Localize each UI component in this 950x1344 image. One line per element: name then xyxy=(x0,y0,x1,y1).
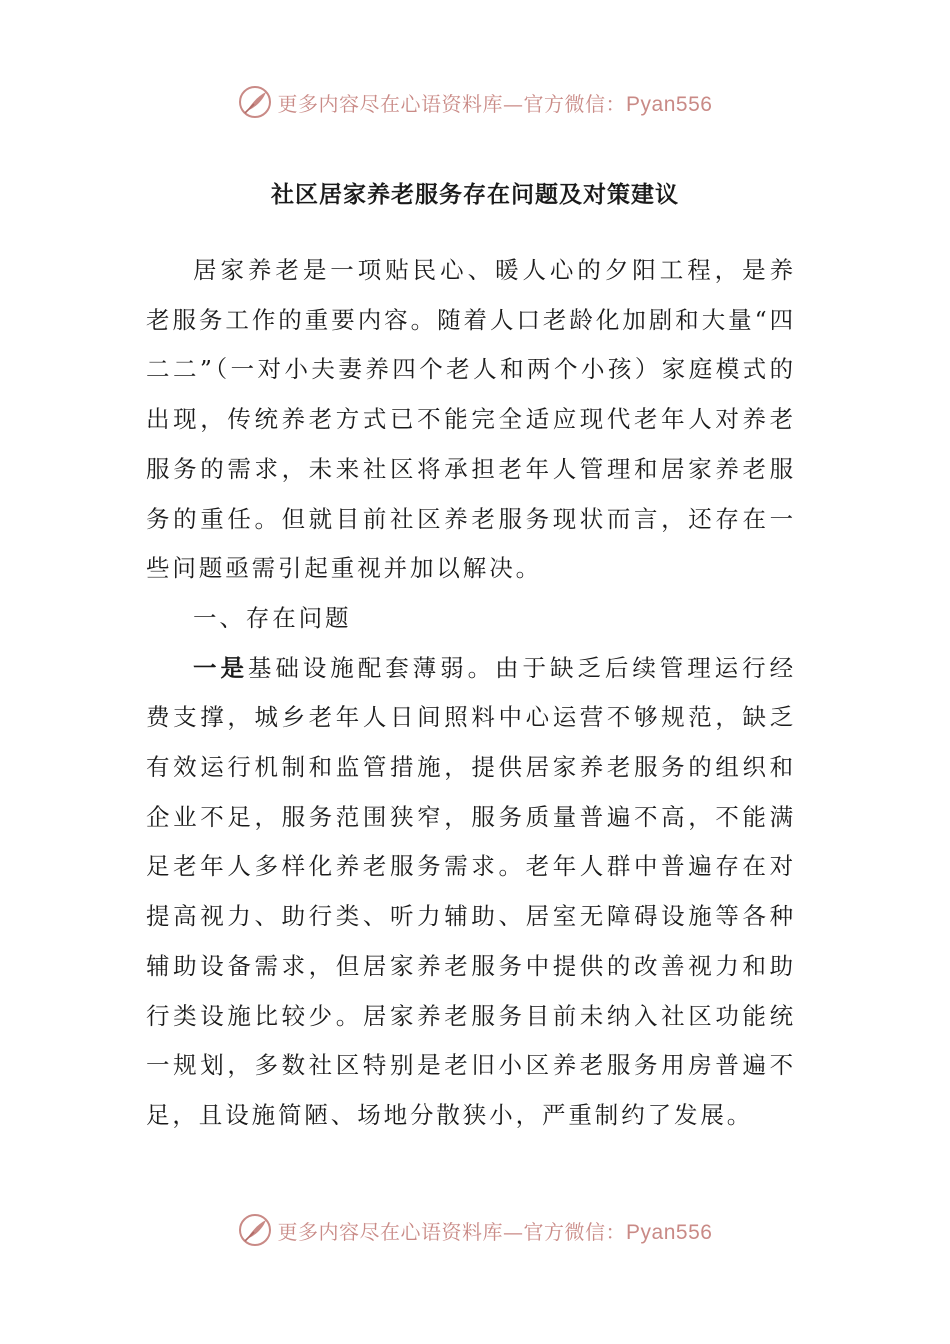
footer-watermark-banner xyxy=(0,1208,950,1252)
feather-pen-logo-icon xyxy=(238,1213,272,1247)
section-heading-problems: 一、存在问题 xyxy=(193,603,352,632)
footer-watermark-group xyxy=(238,1213,713,1247)
point-1-lead: 一是 xyxy=(193,653,248,682)
header-watermark-banner xyxy=(0,80,950,124)
intro-paragraph: 居家养老是一项贴民心、暖人心的夕阳工程，是养老服务工作的重要内容。随着人口老龄化加剧和大量“四二二”（一对小夫妻养四个老人和两个小孩）家庭模式的出现，传统养老方式已不能完全适应现代老年人对养老服务的需求，未来社区将承担老年人管理和居家养老服务的重任。但就目前社区养老服务现状而言，还存在一些问题亟需引起重视并加以解决。 xyxy=(146,256,796,583)
footer-watermark-text: 更多内容尽在心语资料库—官方微信：Pyan556 xyxy=(277,1219,713,1244)
document-title: 社区居家养老服务存在问题及对策建议 xyxy=(271,182,679,208)
point-1-body: 基础设施配套薄弱。由于缺乏后续管理运行经费支撑，城乡老年人日间照料中心运营不够规范，缺乏有效运行机制和监管措施，提供居家养老服务的组织和企业不足，服务范围狭窄，服务质量普遍不高，不能满足老年人多样化养老服务需求。老年人群中普遍存在对提高视力、助行类、听力辅助、居室无障碍设施等各种辅助设备需求，但居家养老服务中提供的改善视力和助行类设施比较少。居家养老服务目前未纳入社区功能统一规划，多数社区特别是老旧小区养老服务用房普遍不足，且设施简陋、场地分散狭小，严重制约了发展。 xyxy=(146,653,796,1129)
problem-point-1 xyxy=(146,644,796,1141)
feather-pen-logo-icon xyxy=(238,85,272,119)
footer-wechat-id: Pyan556 xyxy=(626,1220,713,1244)
header-watermark-group xyxy=(238,85,713,119)
header-wechat-id: Pyan556 xyxy=(626,92,713,116)
document-body xyxy=(146,246,796,1141)
header-watermark-text: 更多内容尽在心语资料库—官方微信：Pyan556 xyxy=(277,91,713,116)
